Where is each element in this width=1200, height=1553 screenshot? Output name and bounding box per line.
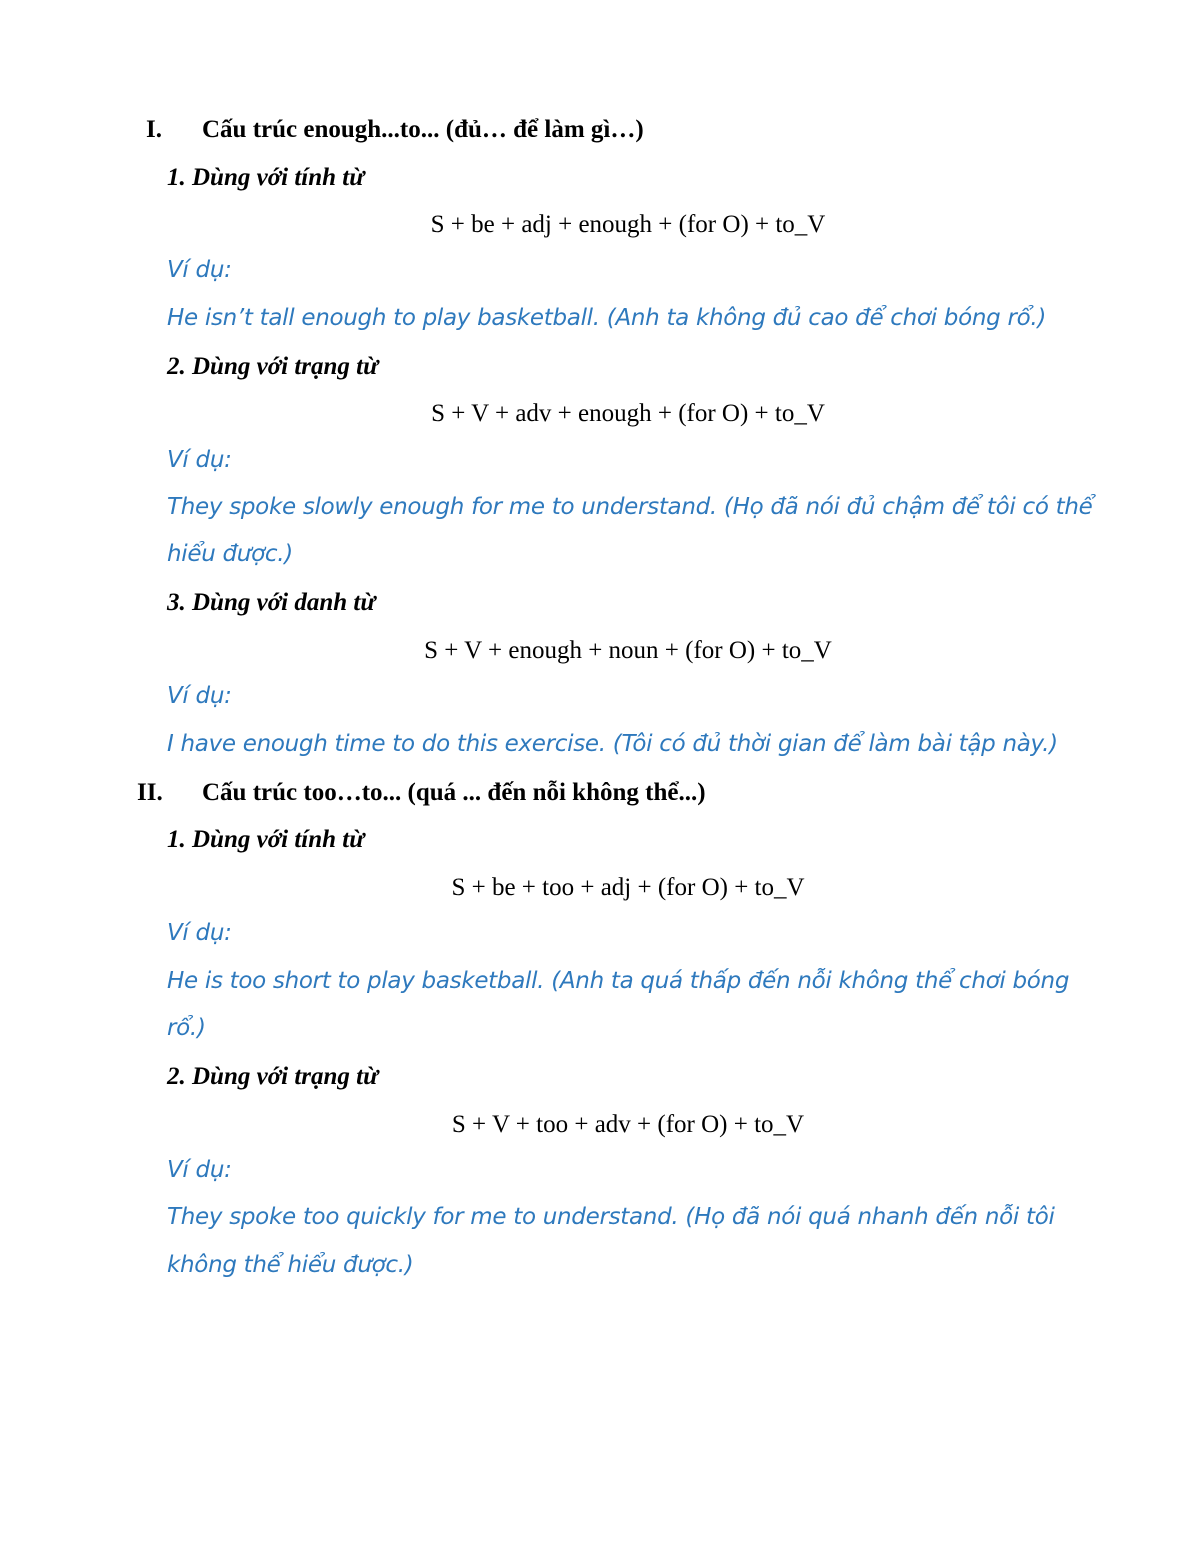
example-sentence: I have enough time to do this exercise. (Tôi có đủ thời gian để làm bài tập này.): [167, 731, 1058, 757]
formula-adverb-too: S + V + too + adv + (for O) + to_V: [451, 1111, 805, 1138]
formula-adjective-enough: S + be + adj + enough + (for O) + to_V: [430, 211, 826, 238]
example-sentence: He is too short to play basketball. (Anh ta quá thấp đến nỗi không thể chơi bóng: [167, 968, 1070, 994]
section-2-heading: [137, 780, 837, 810]
example-label: Ví dụ:: [167, 257, 232, 283]
section-1-title: Cấu trúc enough...to... (đủ… để làm gì…): [202, 116, 644, 143]
subheading-noun-enough: 3. Dùng với danh từ: [167, 589, 376, 616]
example-sentence-continued: hiểu được.): [167, 541, 293, 567]
section-1-number: I.: [146, 116, 162, 143]
section-2-title: Cấu trúc too…to... (quá ... đến nỗi không thể...): [202, 779, 706, 806]
example-label: Ví dụ:: [167, 683, 232, 709]
example-label: Ví dụ:: [167, 920, 232, 946]
example-sentence: They spoke slowly enough for me to understand. (Họ đã nói đủ chậm để tôi có thể: [167, 494, 1093, 520]
example-sentence: They spoke too quickly for me to understand. (Họ đã nói quá nhanh đến nỗi tôi: [167, 1204, 1055, 1230]
subheading-adverb-enough: 2. Dùng với trạng từ: [167, 353, 379, 380]
formula-adjective-too: S + be + too + adj + (for O) + to_V: [451, 874, 805, 901]
example-sentence-continued: rổ.): [167, 1015, 206, 1041]
subheading-adjective-too: 1. Dùng với tính từ: [167, 826, 365, 853]
formula-noun-enough: S + V + enough + noun + (for O) + to_V: [424, 637, 832, 664]
section-1-heading: [146, 117, 846, 147]
subheading-adjective-enough: 1. Dùng với tính từ: [167, 164, 365, 191]
example-sentence-continued: không thể hiểu được.): [167, 1252, 414, 1278]
example-sentence: He isn’t tall enough to play basketball. (Anh ta không đủ cao để chơi bóng rổ.): [167, 305, 1047, 331]
example-label: Ví dụ:: [167, 447, 232, 473]
formula-adverb-enough: S + V + adv + enough + (for O) + to_V: [431, 400, 825, 427]
section-2-number: II.: [137, 779, 163, 806]
subheading-adverb-too: 2. Dùng với trạng từ: [167, 1063, 379, 1090]
example-label: Ví dụ:: [167, 1157, 232, 1183]
